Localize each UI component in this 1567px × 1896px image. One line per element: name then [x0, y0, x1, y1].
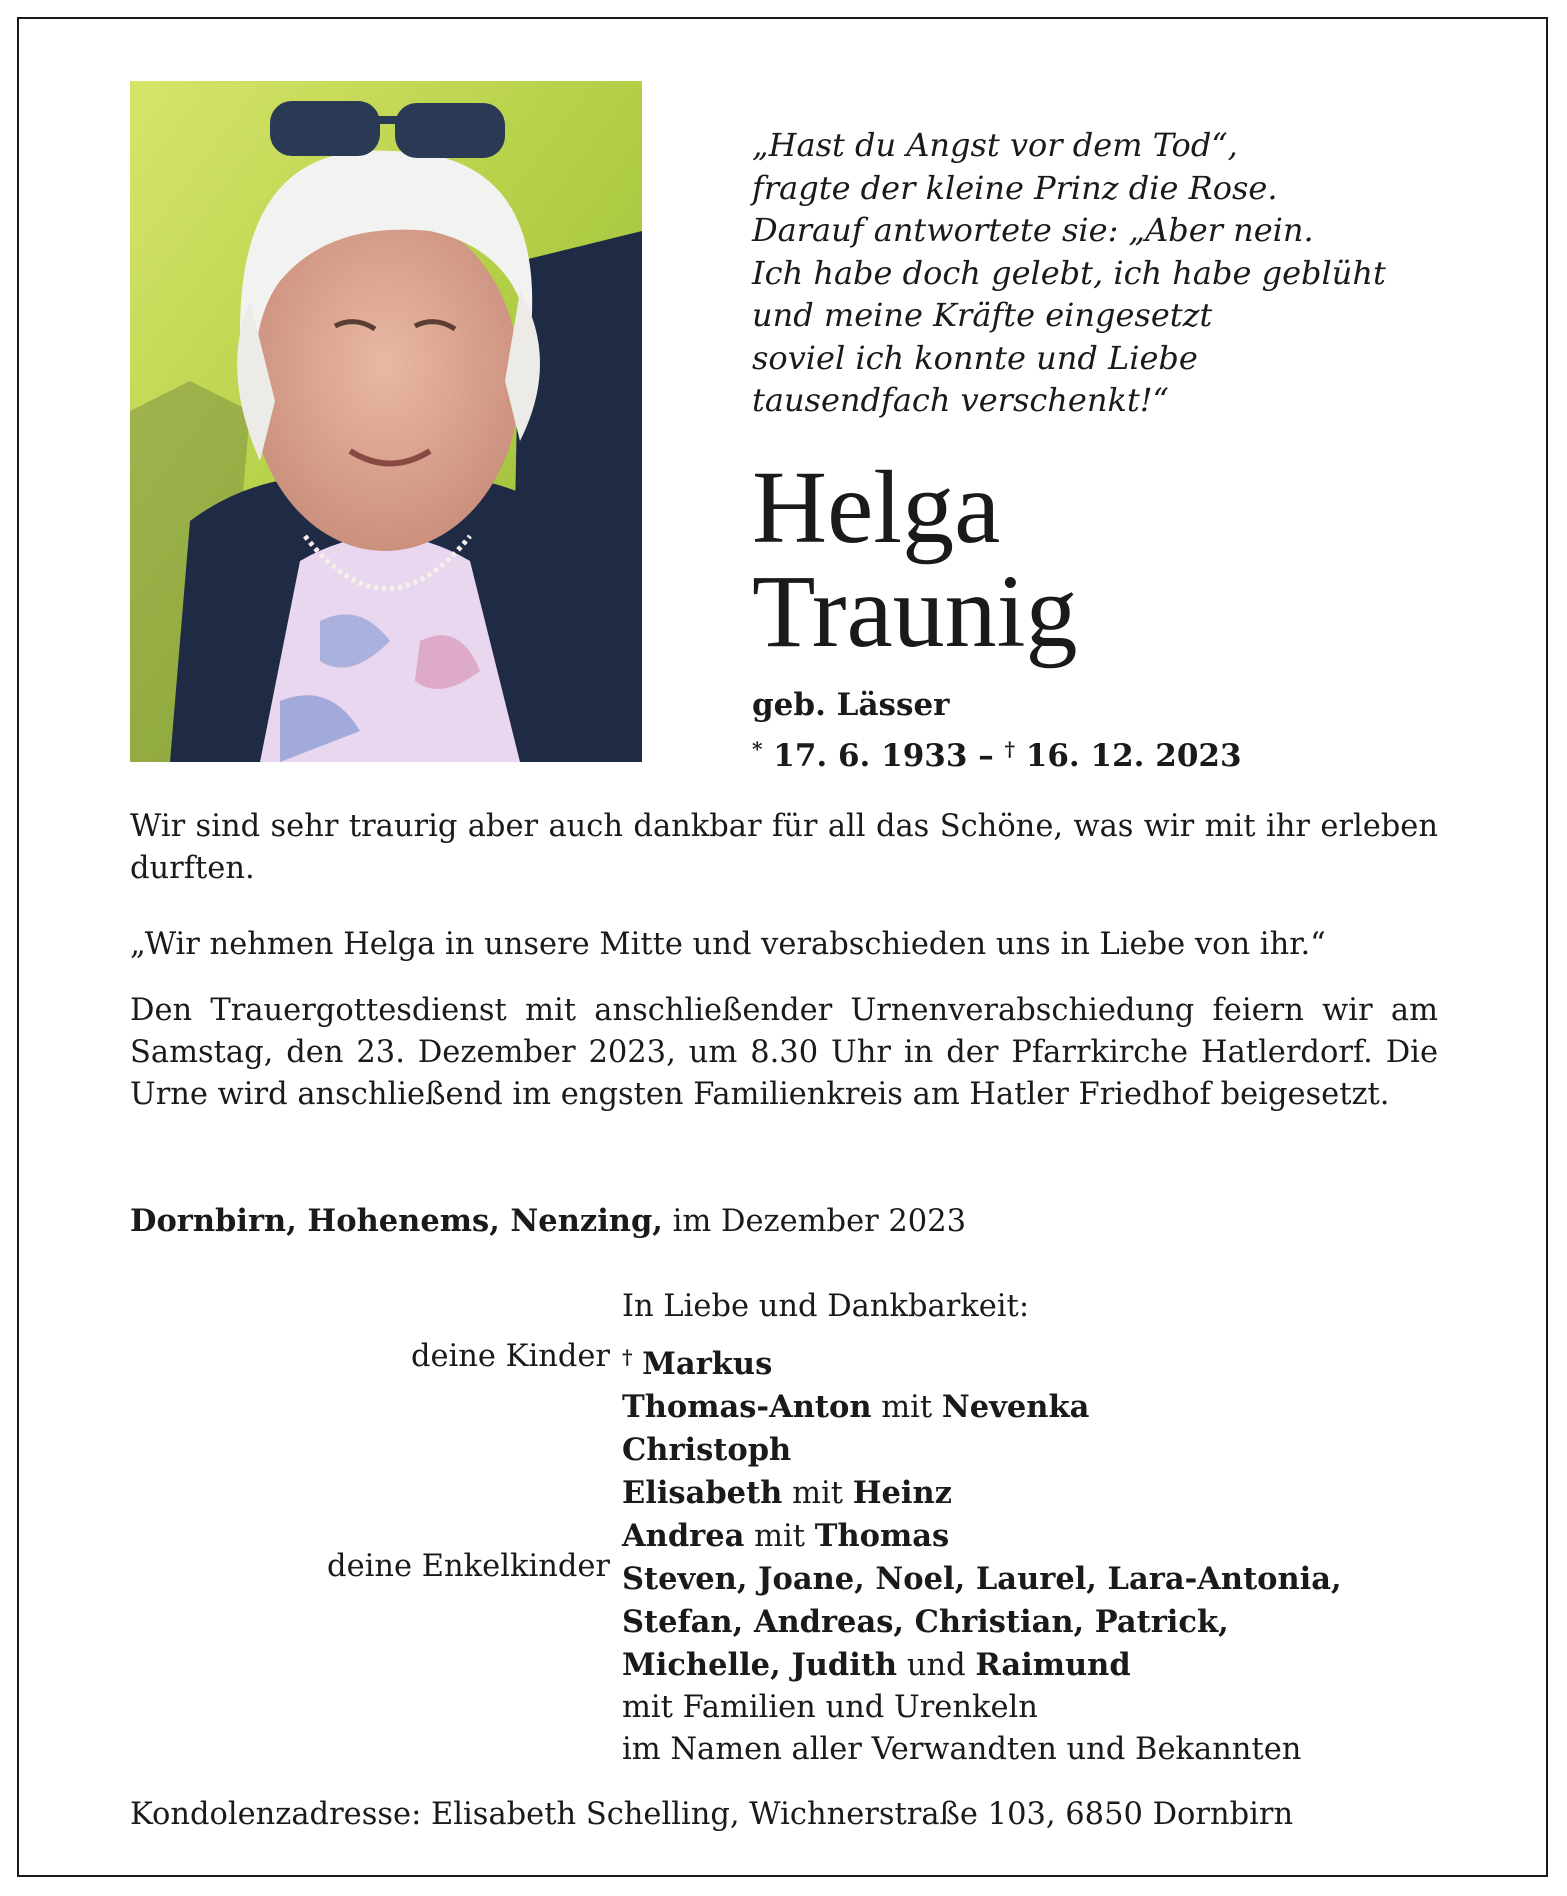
birth-date: 17. 6. 1933: [773, 738, 968, 774]
list-item: [622, 1472, 1342, 1515]
list-item: [622, 1386, 1342, 1429]
quote-line: „Hast du Angst vor dem Tod“,: [752, 126, 1238, 164]
child-name: Andrea: [622, 1518, 745, 1554]
deceased-name: [752, 450, 1472, 669]
quote-line: Darauf antwortete sie: „Aber nein.: [752, 211, 1314, 249]
first-name: Helga: [752, 450, 1001, 565]
maiden-name: geb. Lässer: [752, 687, 950, 723]
quote-line: und meine Kräfte eingesetzt: [752, 296, 1213, 334]
quote-line: Ich habe doch gelebt, ich habe geblüht: [752, 253, 1386, 292]
partner-name: Heinz: [852, 1475, 953, 1511]
list-item: [622, 1515, 1342, 1558]
grandchildren-names: Steven, Joane, Noel, Laurel, Lara-Antonia,: [622, 1561, 1342, 1597]
child-name: Thomas-Anton: [622, 1389, 872, 1425]
child-name: Christoph: [622, 1432, 792, 1468]
quote-line: fragte der kleine Prinz die Rose.: [752, 168, 1278, 207]
death-symbol: †: [1004, 737, 1015, 761]
portrait-photo: [130, 81, 642, 762]
child-name: Markus: [642, 1346, 773, 1382]
list-item: [622, 1644, 1342, 1687]
cross-symbol: †: [622, 1345, 633, 1369]
list-item: [622, 1429, 1342, 1472]
label-grandchildren: deine Enkelkinder: [327, 1549, 610, 1584]
portrait-illustration: [130, 81, 642, 762]
place-and-date: [130, 1200, 966, 1243]
list-item: [622, 1336, 1342, 1386]
list-item: [622, 1558, 1342, 1601]
month-year: im Dezember 2023: [672, 1204, 967, 1239]
grandchildren-names: Raimund: [975, 1647, 1131, 1683]
grandchildren-names: Stefan, Andreas, Christian, Patrick,: [622, 1604, 1229, 1640]
partner-name: Nevenka: [941, 1389, 1090, 1425]
list-item: [622, 1601, 1342, 1644]
poem-quote: [752, 124, 1472, 422]
partner-name: Thomas: [814, 1518, 950, 1554]
paragraph-service-details: Den Trauergottesdienst mit anschließender Urnenverabschiedung feiern wir am Samstag, den 23. Dezember 2023, um 8.30 Uhr in der Pfarrkirche Hatlerdorf. Die Urne wird anschließend im engsten Familienkreis am Hatler Friedhof beigesetzt.: [130, 993, 1438, 1112]
paragraph-farewell-quote: „Wir nehmen Helga in unsere Mitte und verabschieden uns in Liebe von ihr.“: [130, 927, 1326, 962]
list-item: im Namen aller Verwandten und Bekannten: [622, 1732, 1302, 1767]
death-date: 16. 12. 2023: [1025, 738, 1242, 774]
quote-line: soviel ich konnte und Liebe: [752, 338, 1198, 377]
last-name: Traunig: [752, 554, 1078, 669]
signature-list: [622, 1336, 1342, 1771]
life-dates: * 17. 6. 1933 – † 16. 12. 2023: [752, 737, 1242, 774]
paragraph-gratitude: Wir sind sehr traurig aber auch dankbar für all das Schöne, was wir mit ihr erleben durften.: [130, 809, 1438, 886]
towns: Dornbirn, Hohenems, Nenzing,: [130, 1203, 663, 1239]
conjunction: und: [906, 1648, 966, 1683]
signature-intro: In Liebe und Dankbarkeit:: [622, 1289, 1030, 1324]
birth-symbol: *: [752, 737, 763, 761]
conjunction: mit: [792, 1476, 843, 1511]
list-item: mit Familien und Urenkeln: [622, 1690, 1038, 1725]
conjunction: mit: [754, 1519, 806, 1554]
condolence-address: Kondolenzadresse: Elisabeth Schelling, Wichnerstraße 103, 6850 Dornbirn: [130, 1797, 1294, 1832]
grandchildren-names: Michelle, Judith: [622, 1647, 898, 1683]
conjunction: mit: [881, 1390, 933, 1425]
quote-line: tausendfach verschenkt!“: [752, 381, 1169, 419]
child-name: Elisabeth: [622, 1475, 783, 1511]
label-children: deine Kinder: [410, 1339, 610, 1374]
